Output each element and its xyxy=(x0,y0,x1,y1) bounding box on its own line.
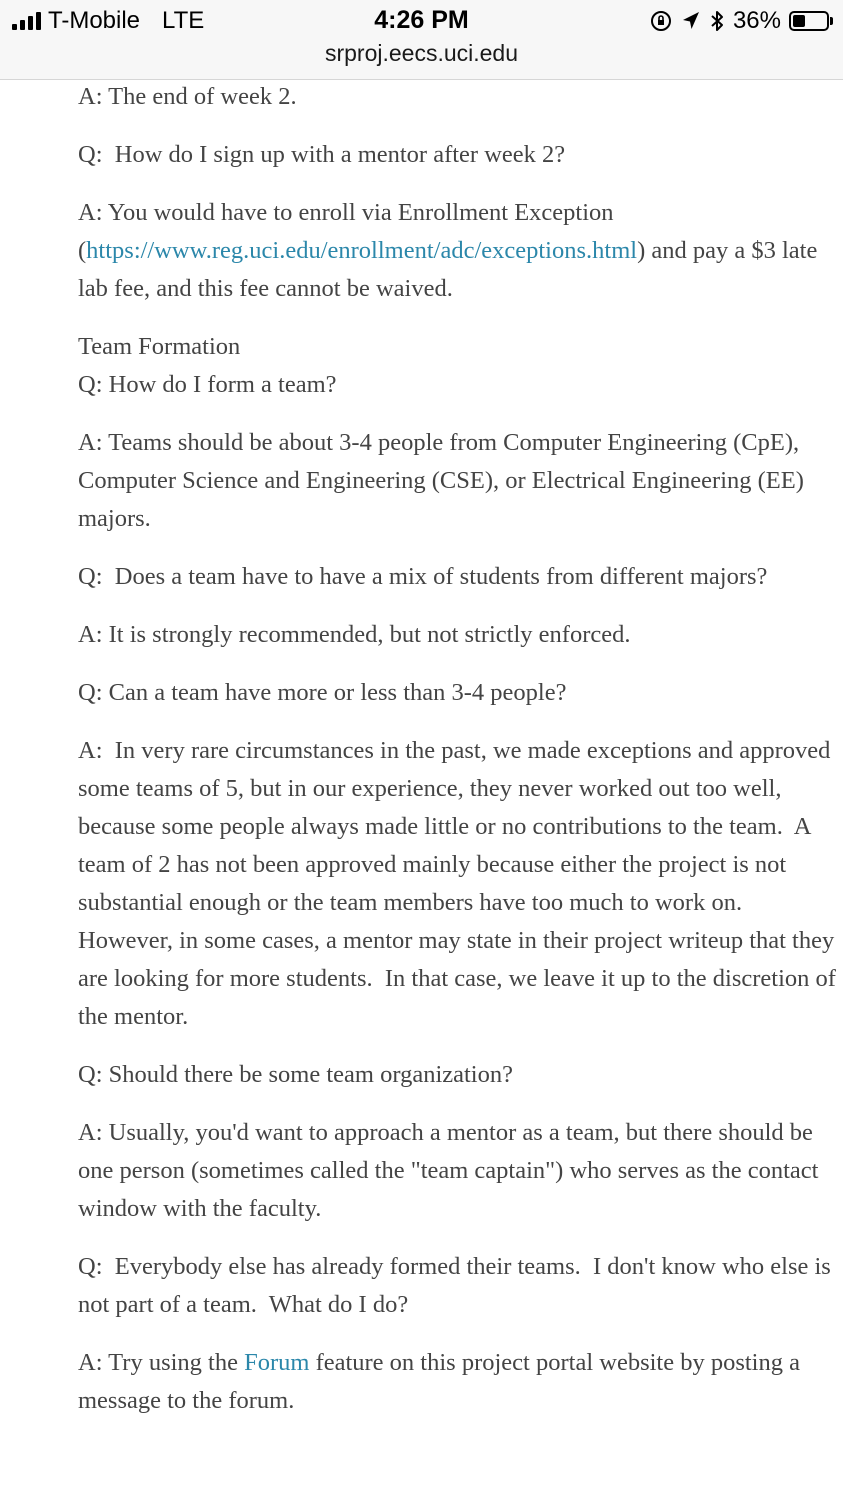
answer-enroll-before: A: You would have to enroll via Enrollment Exception ( xyxy=(78,199,620,264)
enrollment-exception-link[interactable]: https://www.reg.uci.edu/enrollment/adc/exceptions.html xyxy=(86,237,638,264)
answer-alone-after: feature on this project portal website by posting a message to the forum. xyxy=(78,1349,807,1414)
orientation-lock-icon xyxy=(649,9,673,33)
network-type: LTE xyxy=(162,7,205,34)
carrier-name: T-Mobile xyxy=(48,7,141,34)
status-bar-right xyxy=(649,7,833,35)
answer-organization: A: Usually, you'd want to approach a mentor as a team, but there should be one person (sometimes called the "team captain") who serves as the contact window with the faculty. xyxy=(78,1119,825,1222)
battery-level xyxy=(793,15,805,27)
address-bar-url[interactable]: srproj.eecs.uci.edu xyxy=(324,40,519,66)
faq-content xyxy=(78,78,843,1420)
battery-percent: 36% xyxy=(732,7,781,34)
answer-size: A: In very rare circumstances in the past, we made exceptions and approved some teams of 5, but in our experience, they never worked out too well, because some people always made little or no contributions to the team. A team of 2 has not been approved mainly because either the project is not substantial enough or the team members have too much to work on. However, in some cases, a mentor may state in their project writeup that they are looking for more students. In that case, we leave it up to the discretion of the mentor. xyxy=(78,737,843,1030)
question-form-team: Q: How do I form a team? xyxy=(78,371,337,398)
question-organization: Q: Should there be some team organization? xyxy=(78,1061,513,1088)
question-after-week2: Q: How do I sign up with a mentor after week 2? xyxy=(78,141,566,168)
answer-enroll-after: ) and pay a $3 late lab fee, and this fee cannot be waived. xyxy=(78,237,824,302)
section-heading-team-formation: Team Formation xyxy=(78,333,241,360)
answer-form-team: A: Teams should be about 3-4 people from Computer Engineering (CpE), Computer Science and Engineering (CSE), or Electrical Engineering (EE) majors. xyxy=(78,429,811,532)
question-size: Q: Can a team have more or less than 3-4 people? xyxy=(78,679,567,706)
answer-week2: A: The end of week 2. xyxy=(78,83,297,110)
question-mix: Q: Does a team have to have a mix of students from different majors? xyxy=(78,563,768,590)
location-arrow-icon xyxy=(681,10,701,32)
status-time: 4:26 PM xyxy=(374,6,469,34)
bluetooth-icon xyxy=(709,9,725,33)
browser-top-bar xyxy=(0,0,843,80)
battery-icon xyxy=(789,11,833,31)
answer-alone-before: A: Try using the xyxy=(78,1349,245,1376)
answer-mix: A: It is strongly recommended, but not strictly enforced. xyxy=(78,621,631,648)
answer-alone xyxy=(78,1344,838,1420)
forum-link[interactable]: Forum xyxy=(244,1349,310,1376)
answer-enroll xyxy=(78,194,838,308)
question-alone: Q: Everybody else has already formed their teams. I don't know who else is not part of a team. What do I do? xyxy=(78,1253,837,1318)
